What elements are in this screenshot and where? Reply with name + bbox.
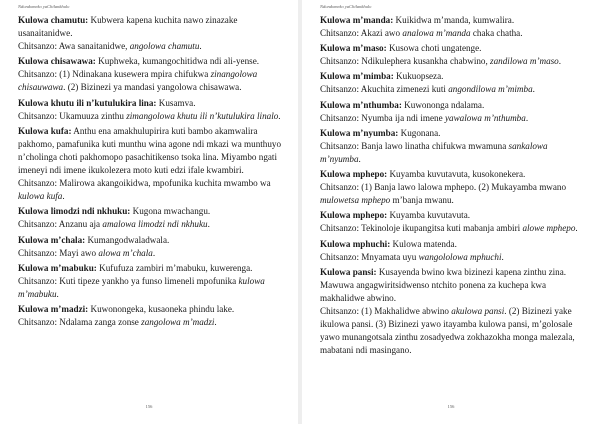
entry-definition-line — [320, 42, 588, 55]
example-text: Chitsanzo: Ndikulephera kusankha chabwino, — [320, 56, 491, 67]
entry-headword: Kulowa chamutu: — [18, 15, 89, 25]
entry-definition: Kuyamba kuvutavuta. — [387, 210, 471, 221]
entry-example — [18, 316, 286, 329]
example-tail: . — [575, 223, 578, 234]
entry-definition: Kuphweka, kumangochitidwa ndi ali-yense. — [95, 56, 260, 67]
example-text: Chitsanzo: Mnyamata uyu — [320, 251, 419, 262]
dictionary-entry — [18, 262, 286, 301]
example-text: Chitsanzo: Malirowa akangoikidwa, mpofunika kuchita mwambo wa — [18, 178, 271, 189]
example-italic-phrase: zimangolowa khutu ili n’kutulukira linalo — [126, 110, 279, 121]
entry-example — [320, 140, 588, 166]
entry-example — [18, 275, 286, 301]
example-tail: . — [214, 317, 217, 328]
entry-definition: Kusayenda bwino kwa bizinezi kapena zinthu zina. Mawuwa angagwiritsidwenso ntchito ponena za kuchepa kwa makhalidwe abwino. — [320, 266, 567, 303]
entry-headword: Kulowa m’mimba: — [320, 71, 394, 82]
entry-definition-line — [18, 234, 286, 247]
example-italic-phrase: sankalowa m’nyumba — [320, 140, 548, 164]
example-text: Chitsanzo: Anzanu aja — [18, 219, 103, 230]
example-tail: . — [358, 153, 361, 164]
entry-definition-line — [18, 125, 286, 177]
entry-headword: Kulowa mphuchi: — [320, 238, 391, 249]
example-text: Chitsanzo: Ndalama zanga zonse — [18, 317, 142, 328]
example-tail: . — [56, 288, 59, 299]
entry-example — [320, 83, 588, 96]
entry-example — [320, 251, 588, 264]
entry-example — [320, 112, 588, 125]
example-tail: . (2) Bizinezi yake ikulowa pansi. (3) Bizinezi yawo itayamba kulowa pansi, m’golosale yawo munangotsala zinthu zosadyedwa zokhazokha monga malezala, mabatani ndi masingano. — [320, 305, 575, 356]
example-tail: . — [207, 219, 210, 230]
example-italic-phrase: zandilowa m’maso — [490, 56, 559, 67]
entry-headword: Kulowa mphepo: — [320, 169, 388, 180]
entry-example — [18, 68, 286, 94]
example-text: Chitsanzo: Akazi awo — [320, 28, 403, 39]
entry-example — [18, 247, 286, 260]
dictionary-entry — [18, 55, 286, 94]
dictionary-entry — [18, 125, 286, 204]
entry-definition-line — [320, 209, 588, 222]
dictionary-entry — [320, 266, 588, 358]
example-tail: . — [199, 41, 202, 52]
running-header: Ndondomeko yaChilankhulo — [320, 4, 372, 9]
example-tail: . — [532, 84, 535, 95]
entry-definition-line — [18, 262, 286, 275]
example-italic-phrase: akulowa pansi — [451, 305, 505, 316]
example-tail: . — [62, 191, 65, 202]
dictionary-entry — [320, 99, 588, 125]
entry-headword: Kulowa m’nyumba: — [320, 127, 399, 138]
right-page-entries — [320, 14, 588, 359]
example-text: Chitsanzo: Banja lawo linatha chifukwa mwamuna — [320, 140, 509, 151]
entry-example — [320, 27, 588, 40]
entry-definition: Kuyamba kuvutavuta, kusokonekera. — [387, 169, 526, 180]
example-italic-phrase: alowe mphepo — [522, 223, 576, 234]
example-text: Chitsanzo: Kuti tipeze yankho ya funso limeneli mpofunika — [18, 275, 239, 286]
entry-headword: Kulowa mphepo: — [320, 210, 388, 221]
entry-definition: Kuwononga ndalama. — [401, 99, 485, 110]
running-header: Ndondomeko yaChilankhulo — [18, 4, 70, 9]
left-page-entries — [18, 14, 286, 331]
entry-definition: Kusowa choti ungatenge. — [386, 43, 482, 54]
dictionary-entry — [320, 70, 588, 96]
example-text: Chitsanzo: Mayi awo — [18, 247, 99, 258]
entry-definition-line — [320, 238, 588, 251]
entry-definition-line — [18, 55, 286, 68]
entry-example — [320, 55, 588, 68]
entry-definition: Kumangodwaladwala. — [85, 234, 170, 245]
entry-definition: Kugonana. — [398, 127, 441, 138]
entry-example — [18, 110, 286, 123]
example-tail: m’banja mwanu. — [390, 195, 454, 206]
example-tail: . — [152, 247, 156, 258]
example-italic-phrase: angondilowa m’mimba — [448, 84, 533, 95]
entry-definition-line — [18, 14, 286, 40]
dictionary-entry — [320, 238, 588, 264]
example-text: Chitsanzo: (1) Makhalidwe abwino — [320, 305, 452, 316]
entry-definition-line — [18, 303, 286, 316]
entry-definition: Kubwera kapena kuchita nawo zinazake usanaitanidwe. — [18, 15, 238, 39]
entry-definition-line — [18, 205, 286, 218]
entry-definition: Kufufuza zambiri m’mabuku, kuwerenga. — [96, 262, 253, 273]
example-text: Chitsanzo: Nyumba ija ndi imene — [320, 112, 445, 123]
example-italic-phrase: kulowa m’mabuku — [18, 275, 265, 299]
example-tail: chaka chatha. — [470, 28, 523, 39]
example-tail: . — [525, 112, 529, 123]
example-italic-phrase: zinangolowa chisauwawa — [18, 69, 258, 93]
entry-definition: Anthu ena amakhulupirira kuti bambo akamwalira pakhomo, pamafunika kuti munthu wina agone ndi mkazi wa munthuyo n’cholinga choti pakhomopo pasachitikenso tsoka lina. Miyambo ngati imeneyi ndi imene ikukolezera moto kuti edzi ifale kwambiri. — [18, 125, 282, 176]
example-text: Chitsanzo: Ukamuuza zinthu — [18, 110, 127, 121]
page-number: 156 — [145, 404, 153, 409]
example-text: Chitsanzo: Tekinoloje ikupangitsa kuti mabanja ambiri — [320, 223, 523, 234]
entry-definition: Kuikidwa m’manda, kumwalira. — [393, 15, 515, 25]
entry-headword: Kulowa m’manda: — [320, 15, 394, 25]
dictionary-entry — [18, 234, 286, 260]
entry-headword: Kulowa khutu ili n’kutulukira lina: — [18, 97, 157, 108]
entry-definition: Kusamva. — [156, 97, 196, 108]
example-italic-phrase: angolowa chamutu — [129, 41, 200, 52]
example-text: Chitsanzo: Awa sanaitanidwe, — [18, 41, 130, 52]
example-italic-phrase: mulowetsa mphepo — [320, 195, 391, 206]
entry-definition: Kuwonongeka, kusaoneka phindu lake. — [88, 303, 235, 314]
left-page — [0, 0, 298, 424]
dictionary-entry — [320, 209, 588, 235]
entry-example — [320, 181, 588, 207]
entry-headword: Kulowa pansi: — [320, 266, 377, 277]
entry-definition-line — [320, 127, 588, 140]
example-italic-phrase: analowa m’manda — [402, 28, 471, 39]
example-tail: . (2) Bizinezi ya mandasi yangolowa chisawawa. — [63, 82, 242, 93]
example-tail: . — [278, 110, 281, 121]
example-text: Chitsanzo: (1) Ndinakana kusewera mpira chifukwa — [18, 69, 211, 80]
example-italic-phrase: wangololowa mphuchi — [418, 251, 502, 262]
dictionary-entry — [18, 97, 286, 123]
entry-headword: Kulowa m’mabuku: — [18, 262, 97, 273]
entry-example — [320, 305, 588, 357]
entry-headword: Kulowa m’chala: — [18, 234, 86, 245]
entry-definition: Kugona mwachangu. — [130, 206, 211, 217]
entry-definition-line — [320, 99, 588, 112]
page-number: 156 — [447, 404, 455, 409]
example-tail: . — [558, 56, 562, 67]
entry-example — [320, 222, 588, 235]
example-italic-phrase: zangolowa m’madzi — [141, 317, 215, 328]
example-italic-phrase: amalowa limodzi ndi nkhuku — [102, 219, 208, 230]
dictionary-entry — [18, 205, 286, 231]
entry-definition-line — [18, 97, 286, 110]
entry-definition-line — [320, 14, 588, 27]
entry-headword: Kulowa m’maso: — [320, 43, 387, 54]
example-italic-phrase: alowa m’chala — [98, 247, 153, 258]
entry-headword: Kulowa m’madzi: — [18, 303, 89, 314]
entry-example — [18, 40, 286, 53]
example-italic-phrase: yawalowa m’nthumba — [444, 112, 526, 123]
example-italic-phrase: kulowa kufa — [18, 191, 63, 202]
entry-headword: Kulowa limodzi ndi nkhuku: — [18, 206, 131, 217]
dictionary-entry — [18, 303, 286, 329]
dictionary-entry — [320, 14, 588, 40]
entry-definition-line — [320, 70, 588, 83]
right-page — [302, 0, 600, 424]
example-text: Chitsanzo: Akuchita zimenezi kuti — [320, 84, 449, 95]
entry-headword: Kulowa m’nthumba: — [320, 99, 402, 110]
example-tail: . — [501, 251, 504, 262]
dictionary-entry — [320, 127, 588, 166]
dictionary-entry — [18, 14, 286, 53]
entry-definition: Kukuopseza. — [393, 71, 444, 82]
entry-example — [18, 177, 286, 203]
entry-headword: Kulowa kufa: — [18, 125, 72, 136]
entry-headword: Kulowa chisawawa: — [18, 56, 96, 67]
entry-definition: Kulowa matenda. — [390, 238, 457, 249]
entry-definition-line — [320, 168, 588, 181]
entry-example — [18, 218, 286, 231]
dictionary-entry — [320, 168, 588, 207]
entry-definition-line — [320, 266, 588, 305]
example-text: Chitsanzo: (1) Banja lawo lalowa mphepo. (2) Mukayamba mwano — [320, 182, 567, 193]
dictionary-entry — [320, 42, 588, 68]
